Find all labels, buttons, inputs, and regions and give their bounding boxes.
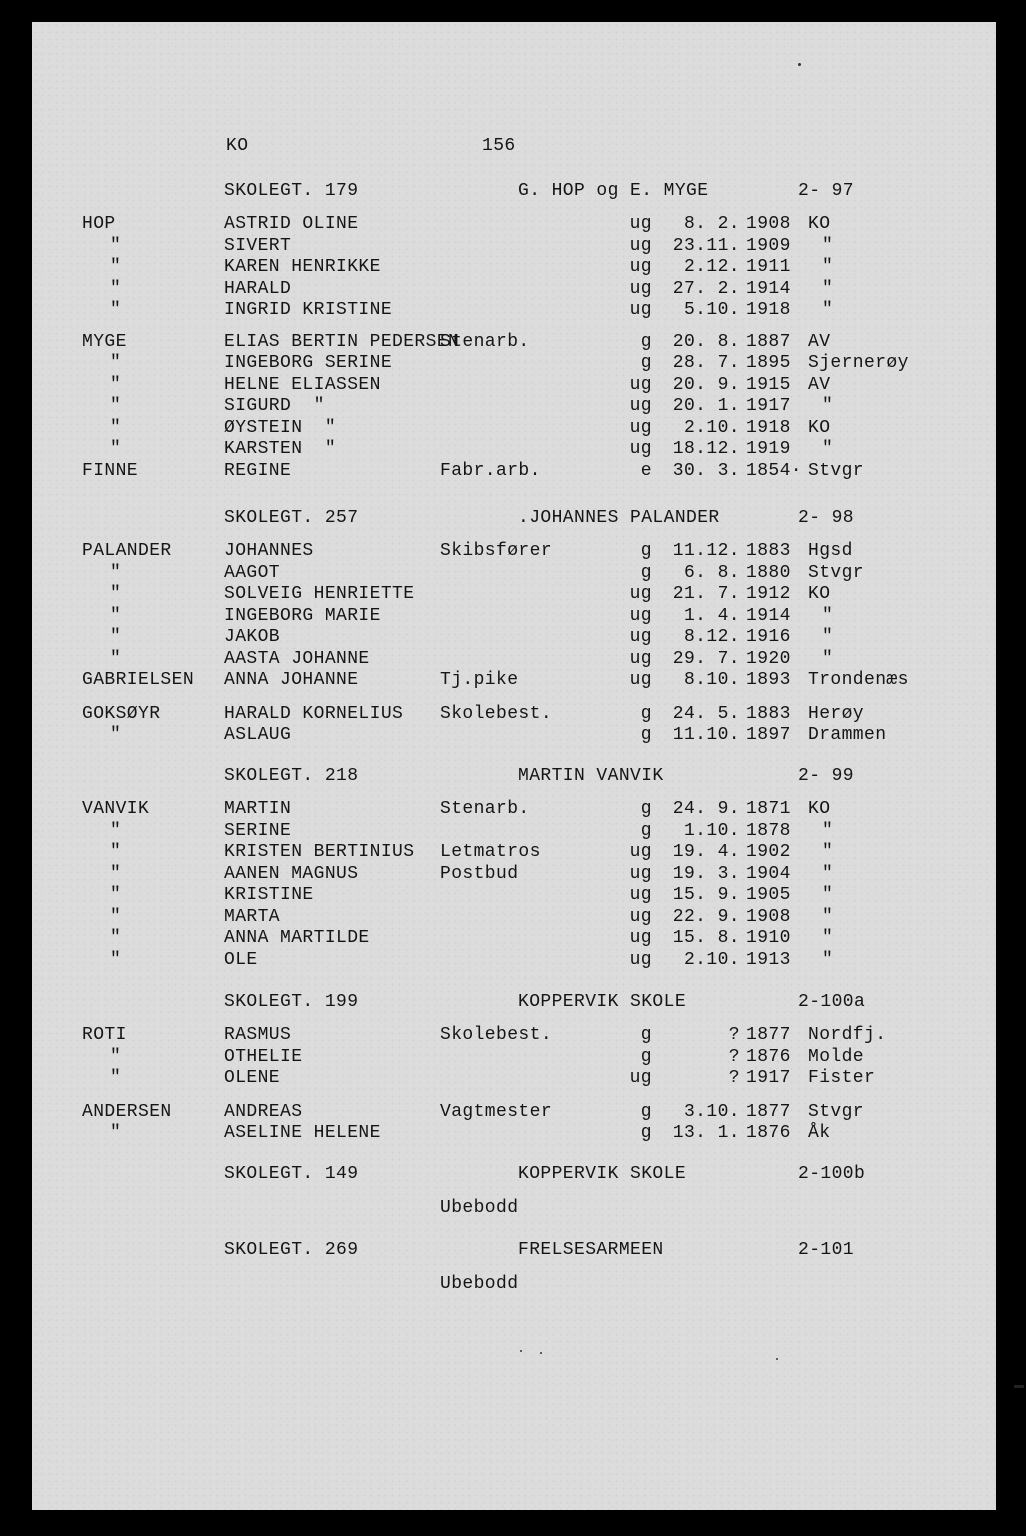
surname-cell: " [110,648,122,669]
birth-year-cell: 1918 [746,417,791,438]
marital-status-cell: ug [629,906,652,927]
surname-cell: " [110,257,122,277]
birthplace-cell: KO [808,799,831,819]
given-name-cell: SIGURD " [224,396,325,416]
given-name-cell: SIVERT [224,235,292,256]
birth-year-cell: 1895 [746,353,791,373]
birth-date-cell: 15. 8. [672,928,740,948]
birthplace-cell: Trondenæs [808,670,909,690]
birthplace-cell: " [822,439,834,459]
section-address: SKOLEGT. 218 [224,766,359,786]
marital-status-cell: ug [629,863,652,884]
marital-status-cell: ug [629,439,652,459]
birth-year-cell: 1912 [746,584,791,604]
marital-status-cell: g [640,541,652,561]
birth-year-cell: 1914 [746,605,791,626]
birth-year-cell: 1904 [746,863,791,884]
given-name-cell: OTHELIE [224,1046,303,1067]
birth-year-cell: 1909 [746,235,791,256]
marital-status-cell: g [640,1101,652,1122]
surname-cell: " [110,417,122,438]
given-name-cell: AANEN MAGNUS [224,863,359,884]
section-address: SKOLEGT. 149 [224,1164,359,1184]
section-owner: G. HOP og E. MYGE [518,181,709,201]
given-name-cell: ANDREAS [224,1101,303,1122]
surname-cell: " [110,300,122,320]
marital-status-cell: g [640,1123,652,1143]
birthplace-cell: Stvgr [808,562,865,583]
birth-year-cell: 1887 [746,331,791,352]
section-address: SKOLEGT. 199 [224,992,359,1012]
surname-cell: " [110,278,122,299]
birth-date-cell: 19. 3. [672,863,740,884]
section-code: 2- 98 [798,508,855,528]
birth-year-cell: 1871 [746,799,791,819]
birth-year-cell: 1919 [746,439,791,459]
marital-status-cell: g [640,562,652,583]
marital-status-cell: g [640,1046,652,1067]
given-name-cell: SOLVEIG HENRIETTE [224,584,415,604]
occupation-cell: Tj.pike [440,670,519,690]
surname-cell: " [110,439,122,459]
birth-year-cell: 1876 [746,1046,791,1067]
birth-year-cell: 1917 [746,396,791,416]
birthplace-cell: " [822,627,834,647]
section-address: SKOLEGT. 179 [224,181,359,201]
birthplace-cell: " [822,842,834,862]
birth-date-cell: 24. 9. [672,799,740,819]
given-name-cell: ASLAUG [224,725,292,745]
surname-cell: " [110,353,122,373]
section-owner: KOPPERVIK SKOLE [518,992,687,1012]
section-code: 2- 97 [798,181,855,201]
surname-cell: " [110,906,122,927]
occupation-cell: Fabr.arb. [440,460,541,481]
marital-status-cell: ug [629,605,652,626]
birth-date-cell: 28. 7. [672,353,740,373]
birthplace-cell: " [822,885,834,905]
section-code: 2-101 [798,1240,855,1260]
birthplace-cell: " [822,278,834,299]
surname-cell: PALANDER [82,541,172,561]
birth-date-cell: 5.10. [683,300,740,320]
surname-cell: " [110,949,122,970]
given-name-cell: INGRID KRISTINE [224,300,393,320]
given-name-cell: OLENE [224,1068,281,1088]
scan-speck [540,1352,542,1354]
given-name-cell: RASMUS [224,1025,292,1045]
birthplace-cell: Nordfj. [808,1025,887,1045]
marital-status-cell: g [640,703,652,724]
surname-cell: MYGE [82,331,127,352]
birth-year-cell: 1913 [746,949,791,970]
occupation-cell: Letmatros [440,842,541,862]
section-owner: FRELSESARMEEN [518,1240,664,1260]
birth-year-cell: 1920 [746,648,791,669]
marital-status-cell: ug [629,885,652,905]
birthplace-cell: AV [808,374,831,395]
given-name-cell: HARALD [224,278,292,299]
marital-status-cell: g [640,725,652,745]
surname-cell: FINNE [82,460,139,481]
surname-cell: " [110,842,122,862]
birth-date-cell: 15. 9. [672,885,740,905]
birth-year-cell: 1915 [746,374,791,395]
birth-year-cell: 1908 [746,214,791,234]
marital-status-cell: ug [629,396,652,416]
given-name-cell: SERINE [224,820,292,841]
given-name-cell: ELIAS BERTIN PEDERSEN [224,331,460,352]
surname-cell: " [110,584,122,604]
surname-cell: " [110,235,122,256]
marital-status-cell: g [640,1025,652,1045]
birth-date-cell: 29. 7. [672,648,740,669]
given-name-cell: KRISTINE [224,885,314,905]
marital-status-cell: ug [629,1068,652,1088]
birth-year-cell: 1908 [746,906,791,927]
given-name-cell: INGEBORG MARIE [224,605,381,626]
birth-year-cell: 1883 [746,703,791,724]
given-name-cell: REGINE [224,460,292,481]
marital-status-cell: e [640,460,652,481]
birth-year-cell: 1878 [746,820,791,841]
given-name-cell: JOHANNES [224,541,314,561]
given-name-cell: HELNE ELIASSEN [224,374,381,395]
marital-status-cell: ug [629,627,652,647]
page-number: 156 [482,136,516,156]
surname-cell: " [110,605,122,626]
birth-year-cell: 1877 [746,1101,791,1122]
surname-cell: HOP [82,214,116,234]
birth-date-cell: 24. 5. [672,703,740,724]
marital-status-cell: ug [629,257,652,277]
birth-date-cell: 30. 3. [672,460,740,481]
marital-status-cell: g [640,331,652,352]
birth-date-cell: ? [728,1046,740,1067]
birth-date-cell: 8.10. [683,670,740,690]
surname-cell: " [110,396,122,416]
section-code: 2- 99 [798,766,855,786]
surname-cell: ROTI [82,1025,127,1045]
birth-date-cell: 23.11. [672,235,740,256]
occupation-cell: Stenarb. [440,331,530,352]
surname-cell: GOKSØYR [82,703,161,724]
marital-status-cell: ug [629,278,652,299]
birth-year-cell: 1916 [746,627,791,647]
surname-cell: " [110,562,122,583]
birthplace-cell: Åk [808,1123,831,1143]
marital-status-cell: ug [629,648,652,669]
marital-status-cell: g [640,820,652,841]
given-name-cell: KAREN HENRIKKE [224,257,381,277]
birth-year-cell: 1910 [746,928,791,948]
surname-cell: " [110,928,122,948]
birth-year-cell: 1911 [746,257,791,277]
birthplace-cell: KO [808,214,831,234]
section-address: SKOLEGT. 269 [224,1240,359,1260]
marital-status-cell: ug [629,949,652,970]
birth-year-cell: 1897 [746,725,791,745]
surname-cell: " [110,885,122,905]
birth-year-cell: 1902 [746,842,791,862]
birthplace-cell: Hgsd [808,541,853,561]
birthplace-cell: " [822,863,834,884]
section-note: Ubebodd [440,1198,519,1218]
section-note: Ubebodd [440,1274,519,1294]
marital-status-cell: ug [629,670,652,690]
occupation-cell: Stenarb. [440,799,530,819]
birthplace-cell: KO [808,584,831,604]
edge-mark [1014,1385,1024,1388]
given-name-cell: ASTRID OLINE [224,214,359,234]
header-location: KO [226,136,249,156]
surname-cell: " [110,863,122,884]
birth-date-cell: 19. 4. [672,842,740,862]
birthplace-cell: " [822,949,834,970]
marital-status-cell: ug [629,842,652,862]
birth-date-cell: 27. 2. [672,278,740,299]
birth-date-cell: ? [728,1068,740,1088]
birthplace-cell: KO [808,417,831,438]
birthplace-cell: Sjernerøy [808,353,909,373]
birth-date-cell: 13. 1. [672,1123,740,1143]
surname-cell: " [110,725,122,745]
birth-date-cell: 8. 2. [683,214,740,234]
birth-year-cell: 1905 [746,885,791,905]
surname-cell: " [110,1123,122,1143]
marital-status-cell: ug [629,235,652,256]
birthplace-cell: " [822,820,834,841]
surname-cell: " [110,1068,122,1088]
birth-year-cell: 1917 [746,1068,791,1088]
marital-status-cell: ug [629,417,652,438]
birth-year-cell: 1918 [746,300,791,320]
birth-date-cell: 2.12. [683,257,740,277]
occupation-cell: Vagtmester [440,1101,553,1122]
birth-date-cell: 6. 8. [683,562,740,583]
birthplace-cell: Fister [808,1068,876,1088]
marital-status-cell: ug [629,214,652,234]
birth-year-cell: 1893 [746,670,791,690]
section-address: SKOLEGT. 257 [224,508,359,528]
marital-status-cell: ug [629,374,652,395]
surname-cell: ANDERSEN [82,1101,172,1122]
marital-status-cell: ug [629,584,652,604]
section-code: 2-100a [798,992,866,1012]
birth-date-cell: 3.10. [683,1101,740,1122]
birthplace-cell: " [822,648,834,669]
birthplace-cell: " [822,300,834,320]
scan-speck [798,63,801,66]
birth-date-cell: ? [728,1025,740,1045]
birthplace-cell: Drammen [808,725,887,745]
birth-date-cell: 20. 8. [672,331,740,352]
birthplace-cell: Stvgr [808,1101,865,1122]
birth-date-cell: 8.12. [683,627,740,647]
occupation-cell: Skolebest. [440,1025,553,1045]
occupation-cell: Postbud [440,863,519,884]
scan-speck [520,1350,522,1352]
given-name-cell: ANNA JOHANNE [224,670,359,690]
birth-year-cell: 1914 [746,278,791,299]
section-owner: KOPPERVIK SKOLE [518,1164,687,1184]
given-name-cell: ASELINE HELENE [224,1123,381,1143]
given-name-cell: MARTA [224,906,281,927]
birthplace-cell: Molde [808,1046,865,1067]
marital-status-cell: ug [629,928,652,948]
birth-date-cell: 20. 1. [672,396,740,416]
birth-year-cell: 1883 [746,541,791,561]
marital-status-cell: ug [629,300,652,320]
surname-cell: GABRIELSEN [82,670,195,690]
birthplace-cell: " [822,605,834,626]
birthplace-cell: " [822,235,834,256]
surname-cell: " [110,627,122,647]
birth-date-cell: 11.10. [672,725,740,745]
surname-cell: VANVIK [82,799,150,819]
surname-cell: " [110,374,122,395]
section-code: 2-100b [798,1164,866,1184]
birth-date-cell: 1. 4. [683,605,740,626]
scan-speck [776,1358,778,1360]
birth-year-cell: 1877 [746,1025,791,1045]
occupation-cell: Skibsfører [440,541,553,561]
surname-cell: " [110,1046,122,1067]
birthplace-cell: Stvgr [808,460,865,481]
birth-date-cell: 21. 7. [672,584,740,604]
birth-date-cell: 2.10. [683,417,740,438]
birth-date-cell: 2.10. [683,949,740,970]
birth-date-cell: 18.12. [672,439,740,459]
birth-year-cell: 1854· [746,460,803,481]
given-name-cell: OLE [224,949,258,970]
birth-date-cell: 20. 9. [672,374,740,395]
given-name-cell: HARALD KORNELIUS [224,703,404,724]
birth-date-cell: 1.10. [683,820,740,841]
given-name-cell: MARTIN [224,799,292,819]
birthplace-cell: " [822,257,834,277]
section-owner: .JOHANNES PALANDER [518,508,720,528]
given-name-cell: AAGOT [224,562,281,583]
birthplace-cell: AV [808,331,831,352]
birth-date-cell: 11.12. [672,541,740,561]
given-name-cell: ANNA MARTILDE [224,928,370,948]
birthplace-cell: " [822,906,834,927]
given-name-cell: KRISTEN BERTINIUS [224,842,415,862]
birth-year-cell: 1876 [746,1123,791,1143]
given-name-cell: KARSTEN " [224,439,337,459]
occupation-cell: Skolebest. [440,703,553,724]
birthplace-cell: Herøy [808,703,865,724]
birth-date-cell: 22. 9. [672,906,740,927]
birthplace-cell: " [822,396,834,416]
given-name-cell: AASTA JOHANNE [224,648,370,669]
given-name-cell: JAKOB [224,627,281,647]
marital-status-cell: g [640,799,652,819]
surname-cell: " [110,820,122,841]
section-owner: MARTIN VANVIK [518,766,664,786]
marital-status-cell: g [640,353,652,373]
birthplace-cell: " [822,928,834,948]
given-name-cell: ØYSTEIN " [224,417,337,438]
birth-year-cell: 1880 [746,562,791,583]
given-name-cell: INGEBORG SERINE [224,353,393,373]
